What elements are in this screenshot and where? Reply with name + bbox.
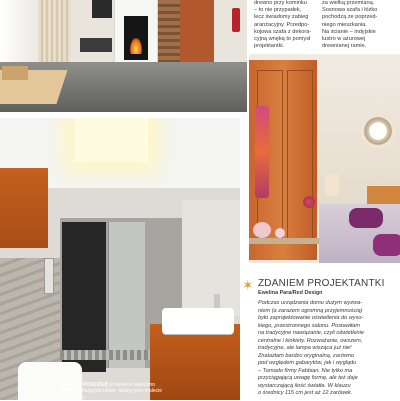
body-line: było zaprojektowanie oświetlenia do wyso- — [258, 315, 364, 321]
body-line: o średnicy 115 cm jest aż 12 żarówek. — [258, 390, 353, 396]
text-line: Sosnowa szafa i łóżko — [322, 7, 378, 14]
text-line: aranżacyjny. Przedpo- — [254, 21, 310, 28]
text-line: za wielką przemianą. — [322, 0, 375, 6]
body-line: przyciągającą uwagę formę, ale też daje — [258, 375, 358, 381]
section-body — [258, 300, 397, 398]
body-line: kiego, przestronnego salonu. Postawiłam — [258, 322, 360, 329]
text-line: projektantki. — [254, 43, 285, 50]
body-line: na tradycyjne nawiązanie, czyli oświetlenie — [258, 330, 365, 336]
photo-caption — [60, 382, 170, 401]
text-line: niego mieszkania. — [322, 21, 367, 28]
text-line: drewnianej ramie. — [322, 43, 367, 50]
text-column-top-middle — [254, 0, 318, 50]
living-room-photo — [0, 0, 247, 112]
text-line: Na ścianie – indyjskie — [322, 28, 376, 35]
body-line: – Tornado firmy Fabbian. Nie tylko ma — [258, 367, 353, 374]
section-subheading: Ewelina Para/Red Design — [258, 290, 323, 296]
caption-bold: ŚCIANY I PODŁOGĘ — [60, 382, 108, 388]
body-line: Podczas urządzania domu dużym wyzwa- — [258, 300, 363, 306]
text-line: kojowa szafa z dekora- — [254, 28, 312, 35]
text-line: lustro w ażurowej — [322, 36, 366, 43]
text-line: lecz świadomy zabieg — [254, 14, 309, 21]
body-line: pod względem gabarytów, jak i wyglądu — [258, 360, 357, 366]
text-line: cyjną wnęką to pomysł — [254, 36, 311, 43]
body-line: niem (a zarazem ogromną przyjemnością) — [258, 307, 363, 314]
caption-text: w łazience wyłożono gresem imitującym beton, ściany przy toalecie kamieniem. — [60, 382, 162, 401]
text-line: drewno przy kominku — [254, 0, 307, 6]
text-line: – to nie przypadek, — [254, 7, 302, 14]
body-line: tradycyjne, ale lampa wisząca już nie! — [258, 345, 352, 351]
body-line: wystarczającą ilość światła. W klauzu — [258, 382, 351, 389]
body-line: centralne i kinkiety. Rozważanie, owszem, — [258, 337, 363, 344]
bedroom-photo — [249, 54, 400, 263]
body-line: Znalazłam bardzo oryginalną, zarówno — [258, 352, 355, 359]
section-heading: ZDANIEM PROJEKTANTKI — [258, 278, 385, 289]
text-line: pochodzą ze poprzed- — [322, 14, 378, 21]
star-icon: ✶ — [242, 277, 254, 293]
text-column-top-right — [322, 0, 397, 50]
bathroom-photo — [0, 118, 240, 400]
